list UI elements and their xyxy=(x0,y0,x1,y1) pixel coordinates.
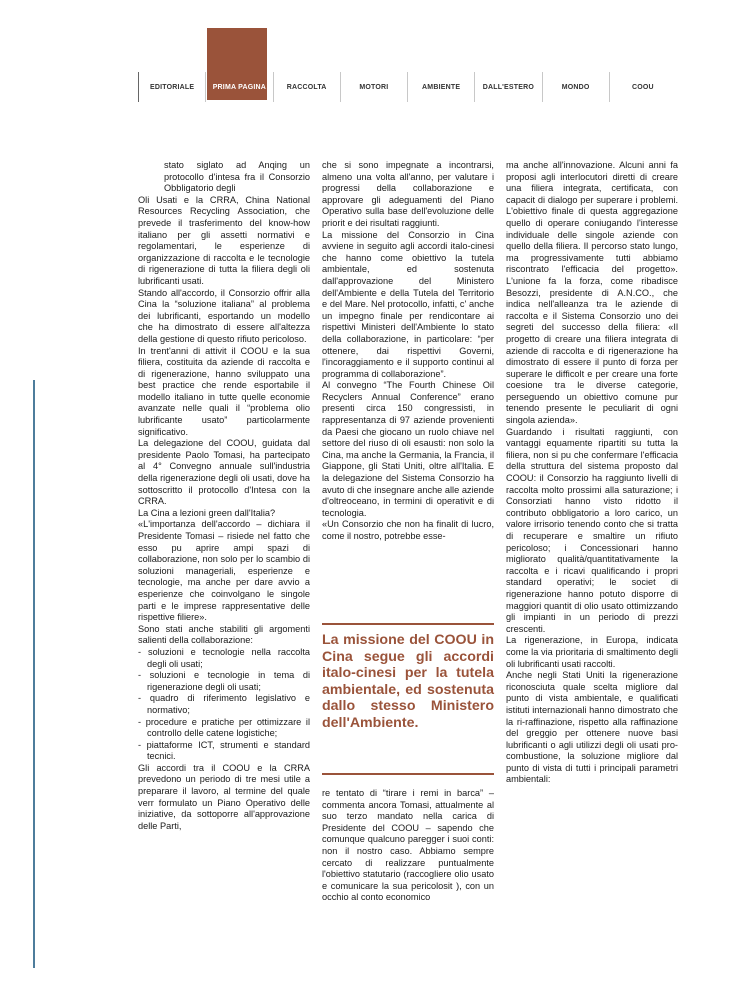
paragraph: Sono stati anche stabiliti gli argomenti salienti della collaborazione: xyxy=(138,623,310,646)
list-item: - soluzioni e tecnologie in tema di rigenerazione degli oli usati; xyxy=(138,670,310,692)
paragraph: Anche negli Stati Uniti la rigenerazione riconosciuta quale scelta migliore dal punto di vista ambientale, e qualificati istituti internazionali hanno dimostrato che la ri-raffinazione, rispetto alla raffinazione del greggio per ottenere nuove basi lubrificanti o agli utilizzi degli oli usati pro-combustione, la soluzione migliore dal punto di vista di tutti i principali parametri ambientali: xyxy=(506,670,678,785)
paragraph: La rigenerazione, in Europa, indicata come la via prioritaria di smaltimento degli oli lubrificanti usati raccolti. xyxy=(506,635,678,669)
paragraph: Al convegno “The Fourth Chinese Oil Recyclers Annual Conference” erano presenti circa 150 congressisti, in rappresentanza di 97 aziende provenienti da Paesi che giocano un ruolo chiave nel settore del riuso di oli esausti: non solo la Cina, ma anche la Germania, la Francia, il Giappone, gli Stati Uniti, oltre all'Italia. E la delegazione del Sistema Consorzio ha avuto di che insegnare anche alle aziende d'oltreoceano, in termini di operativit e di tecnologia. xyxy=(322,380,494,518)
list-item: - quadro di riferimento legislativo e normativo; xyxy=(138,693,310,715)
paragraph: La delegazione del COOU, guidata dal presidente Paolo Tomasi, ha partecipato al 4° Convegno annuale sull'industria della rigenerazione degli oli usati, dove ha sottoscritto il protocollo d'Intesa con la CRRA. xyxy=(138,438,310,507)
nav-item-mondo[interactable]: MONDO xyxy=(542,72,609,102)
nav-item-dall-estero[interactable]: DALL'ESTERO xyxy=(474,72,541,102)
pullquote-top-rule xyxy=(322,623,494,625)
section-nav xyxy=(138,72,676,102)
article-column-2-continued xyxy=(322,788,494,904)
pullquote: La missione del COOU in Cina segue gli accordi italo-cinesi per la tutela ambientale, ed sostenuta dallo stesso Ministero dell'Ambiente. xyxy=(322,632,494,731)
nav-item-editoriale[interactable]: EDITORIALE xyxy=(138,72,205,102)
list-item: - procedure e pratiche per ottimizzare il controllo delle catene logistiche; xyxy=(138,716,310,739)
article-column-2 xyxy=(322,160,494,543)
paragraph: Guardando i risultati raggiunti, con vantaggi equamente ripartiti su tutta la filiera, non si pu che confermare l'efficacia della struttura del sistema proposto dal COOU: il Consorzio ha raggiunto livelli di raccolta molto prossimi alla saturazione; i Consorziati hanno visto ridotto il contributo obbligatorio a loro carico, un valore irrisorio tenendo conto che si tratta di recuperare e smaltire un rifiuto pericoloso; i Concessionari hanno migliorato qualità/quantitativamente la raccolta e i ricavi qualificando i propri standard operativi; le societ di rigenerazione hanno potuto disporre di maggiori quantit di olio usato ottimizzando gli impianti in un periodo di prezzi crescenti. xyxy=(506,426,678,634)
paragraph: La missione del Consorzio in Cina avviene in seguito agli accordi italo-cinesi che hanno come obiettivo la tutela ambientale, ed sostenuta dall'approvazione del Ministero dell'Ambiente e della Tutela del Territorio e del Mare. Nel protocollo, infatti, c' anche un impegno finale per rendicontare ai rispettivi Ministeri dell'Ambiente lo stato della collaborazione, in particolare: “per ottenere, dai rispettivi Governi, l'incoraggiamento e il supporto continui al programma di collaborazione”. xyxy=(322,229,494,379)
topics-list xyxy=(138,647,310,763)
paragraph: ma anche all'innovazione. Alcuni anni fa proposi agli interlocutori diretti di creare una filiera integrata, certificata, con capacit di dialogo per superare i problemi. L'obiettivo finale di questa aggregazione quello di operare coniugando l'interesse individuale delle singole aziende con quello della filiera. Il percorso stato lungo, ma progressivamente tutti abbiamo riscontrato l'efficacia del progetto». L'unione fa la forza, come ribadisce Besozzi, presidente di A.N.CO., che indica nell'alleanza tra le aziende di raccolta e il Sistema Consorzio uno dei segreti del successo della filiera: «Il progetto di creare una filiera integrata di aziende di raccolta e di rigenerazione ha dimostrato di essere il punto di forza per superare le difficolt e per creare una forte coesione tra le diverse categorie, perseguendo un obiettivo comune pur tenendo presente le peculiarit di ogni singola azienda». xyxy=(506,160,678,426)
article-column-1 xyxy=(138,160,310,832)
paragraph: «Un Consorzio che non ha finalit di lucro, come il nostro, potrebbe esse- xyxy=(322,519,494,541)
list-item: - piattaforme ICT, strumenti e standard tecnici. xyxy=(138,739,310,762)
paragraph: stato siglato ad Anqing un protocollo d'intesa fra il Consorzio Obbligatorio degli xyxy=(164,160,310,194)
paragraph: In trent'anni di attivit il COOU e la sua filiera, costituita da aziende di raccolta e di rigenerazione, hanno sviluppato una best practice che rende esportabile il modello italiano in tutte quelle economie avanzate nelle quali il “problema olio lubrificante usato” particolarmente significativo. xyxy=(138,345,310,437)
article-column-3 xyxy=(506,160,678,786)
paragraph: che si sono impegnate a incontrarsi, almeno una volta all'anno, per valutare i progressi della collaborazione e approvare gli adeguamenti del Piano Operativo sulla base dell'evoluzione delle priorit e dei risultati raggiunti. xyxy=(322,160,494,228)
paragraph: Oli Usati e la CRRA, China National Resources Recycling Association, che prevede il trasferimento del know-how italiano per gli assetti normativi e regolamentari, le esperienze di organizzazione di raccolta e le tecnologie di rigenerazione di tutta la filiera degli oli lubrificanti usati. xyxy=(138,194,310,286)
subheading: La Cina a lezioni green dall'Italia? xyxy=(138,507,276,518)
paragraph: «L'importanza dell'accordo – dichiara il Presidente Tomasi – risiede nel fatto che esso pu aprire ampi spazi di collaborazione, non solo per lo scambio di soluzioni manageriali, esperienze e tecnologie, ma anche per dare avvio a esperienze che coinvolgano le singole parti e le imprese rappresentative delle rispettive filiere». xyxy=(138,519,310,623)
nav-item-prima-pagina[interactable]: PRIMA PAGINA xyxy=(205,72,272,102)
nav-item-raccolta[interactable]: RACCOLTA xyxy=(273,72,340,102)
nav-item-ambiente[interactable]: AMBIENTE xyxy=(407,72,474,102)
nav-item-motori[interactable]: MOTORI xyxy=(340,72,407,102)
paragraph: Stando all'accordo, il Consorzio offrir alla Cina la “soluzione italiana” al problema dei lubrificanti, esportando un modello che ha dimostrato di essere all'altezza della gestione di questo rifiuto pericoloso. xyxy=(138,287,310,344)
list-item: - soluzioni e tecnologie nella raccolta degli oli usati; xyxy=(138,646,310,669)
margin-rule xyxy=(33,380,35,968)
pullquote-bottom-rule xyxy=(322,773,494,775)
paragraph: re tentato di “tirare i remi in barca” – commenta ancora Tomasi, attualmente al suo terzo mandato nella carica di Presidente del COOU – sapendo che comunque qualcuno paregger i suoi conti: non il nostro caso. Abbiamo sempre cercato di realizzare puntualmente l'obiettivo statutario (raccogliere olio usato e comunicare la sua pericolosit ), con un occhio al conto economico xyxy=(322,788,494,903)
paragraph: Gli accordi tra il COOU e la CRRA prevedono un periodo di tre mesi utile a preparare il lavoro, al termine del quale verr formulato un Piano Operativo delle iniziative, da sottoporre all'approvazione delle Parti, xyxy=(138,762,310,831)
nav-item-coou[interactable]: COOU xyxy=(609,72,676,102)
